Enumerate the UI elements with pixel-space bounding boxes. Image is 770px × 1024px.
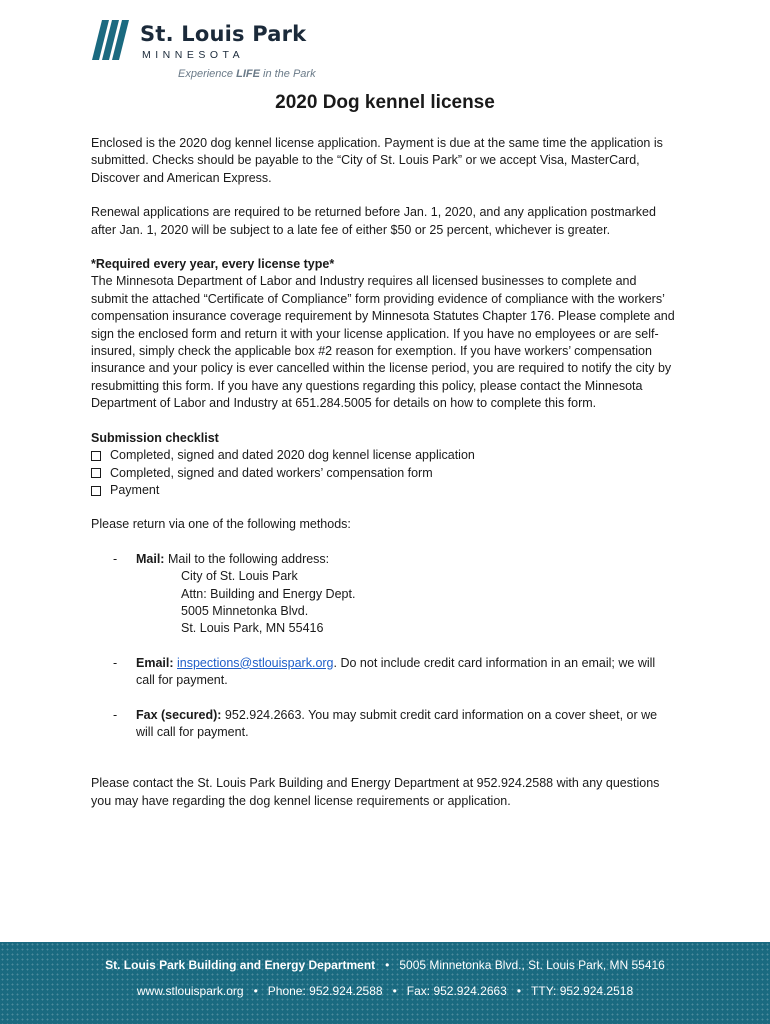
submission-checklist: [91, 430, 676, 500]
compliance-section: [91, 256, 676, 413]
renewal-paragraph: Renewal applications are required to be returned before Jan. 1, 2020, and any application postmarked after Jan. 1, 2020 will be subject to a late fee of either $50 or 25 percent, whichever is greater.: [91, 205, 656, 237]
logo-name: St. Louis Park: [140, 22, 307, 46]
logo-state: MINNESOTA: [142, 49, 245, 61]
email-label: Email:: [136, 655, 174, 670]
fax-label: Fax (secured):: [136, 707, 222, 722]
footer-website[interactable]: www.stlouispark.org: [136, 984, 244, 998]
checklist-item: Completed, signed and dated 2020 dog kennel license application: [91, 447, 676, 464]
intro-paragraph: Enclosed is the 2020 dog kennel license application. Payment is due at the same time the application is submitted. Checks should be payable to the “City of St. Louis Park” or we accept Visa, MasterCard, Discover and American Express.: [91, 136, 663, 185]
checkbox[interactable]: [91, 451, 101, 461]
checklist-item: Completed, signed and dated workers’ compensation form: [91, 465, 676, 482]
mailing-address: City of St. Louis Park Attn: Building and Energy Dept. 5005 Minnetonka Blvd. St. Louis Park, MN 55416: [181, 569, 356, 636]
mail-label: Mail:: [136, 551, 165, 566]
tagline: Experience LIFE in the Park: [178, 68, 316, 80]
footer-line-2: www.stlouispark.org • Phone: 952.924.2588 • Fax: 952.924.2663 • TTY: 952.924.2518: [136, 984, 634, 998]
methods-intro: Please return via one of the following methods:: [91, 517, 351, 532]
checkbox[interactable]: [91, 468, 101, 478]
document-body: [91, 135, 676, 827]
method-fax: - Fax (secured): 952.924.2663. You may submit credit card information on a cover sheet, or we will call for payment.: [113, 707, 658, 739]
footer-line-1: St. Louis Park Building and Energy Department • 5005 Minnetonka Blvd., St. Louis Park, MN 55416: [105, 958, 665, 972]
method-email: - Email: inspections@stlouispark.org. Do not include credit card information in an email; we will call for payment.: [113, 655, 656, 688]
footer-banner: [0, 942, 770, 1024]
checklist-title: Submission checklist: [91, 430, 219, 445]
checkbox[interactable]: [91, 486, 101, 496]
closing-paragraph: Please contact the St. Louis Park Building and Energy Department at 952.924.2588 with any questions you may have regarding the dog kennel license requirements or application.: [91, 776, 660, 808]
page-title: 2020 Dog kennel license: [275, 92, 495, 113]
logo-stripes-icon: [92, 20, 136, 62]
checklist-item: Payment: [91, 482, 676, 499]
email-link[interactable]: inspections@stlouispark.org: [177, 655, 334, 670]
method-mail: - Mail: Mail to the following address: City of St. Louis Park Attn: Building and Energy Dept. 5005 Minnetonka Blvd. St. Louis Park, MN 55416: [91, 551, 676, 638]
compliance-paragraph: The Minnesota Department of Labor and Industry requires all licensed businesses to complete and submit the attached “Certificate of Compliance” form providing evidence of compliance with the workers’ compensation insurance coverage requirement by Minnesota Statutes Chapter 176. Please complete and sign the enclosed form and return it with your license application. If you have no employees or are self-insured, simply check the applicable box #2 reason for exemption. If you have workers’ compensation insurance and your policy is ever cancelled within the license period, you are required to notify the city by resubmitting this form. If you have any questions regarding this policy, please contact the Minnesota Department of Labor and Industry at 651.284.5005 for details on how to complete this form.: [91, 274, 675, 411]
required-heading: *Required every year, every license type*: [91, 257, 335, 272]
